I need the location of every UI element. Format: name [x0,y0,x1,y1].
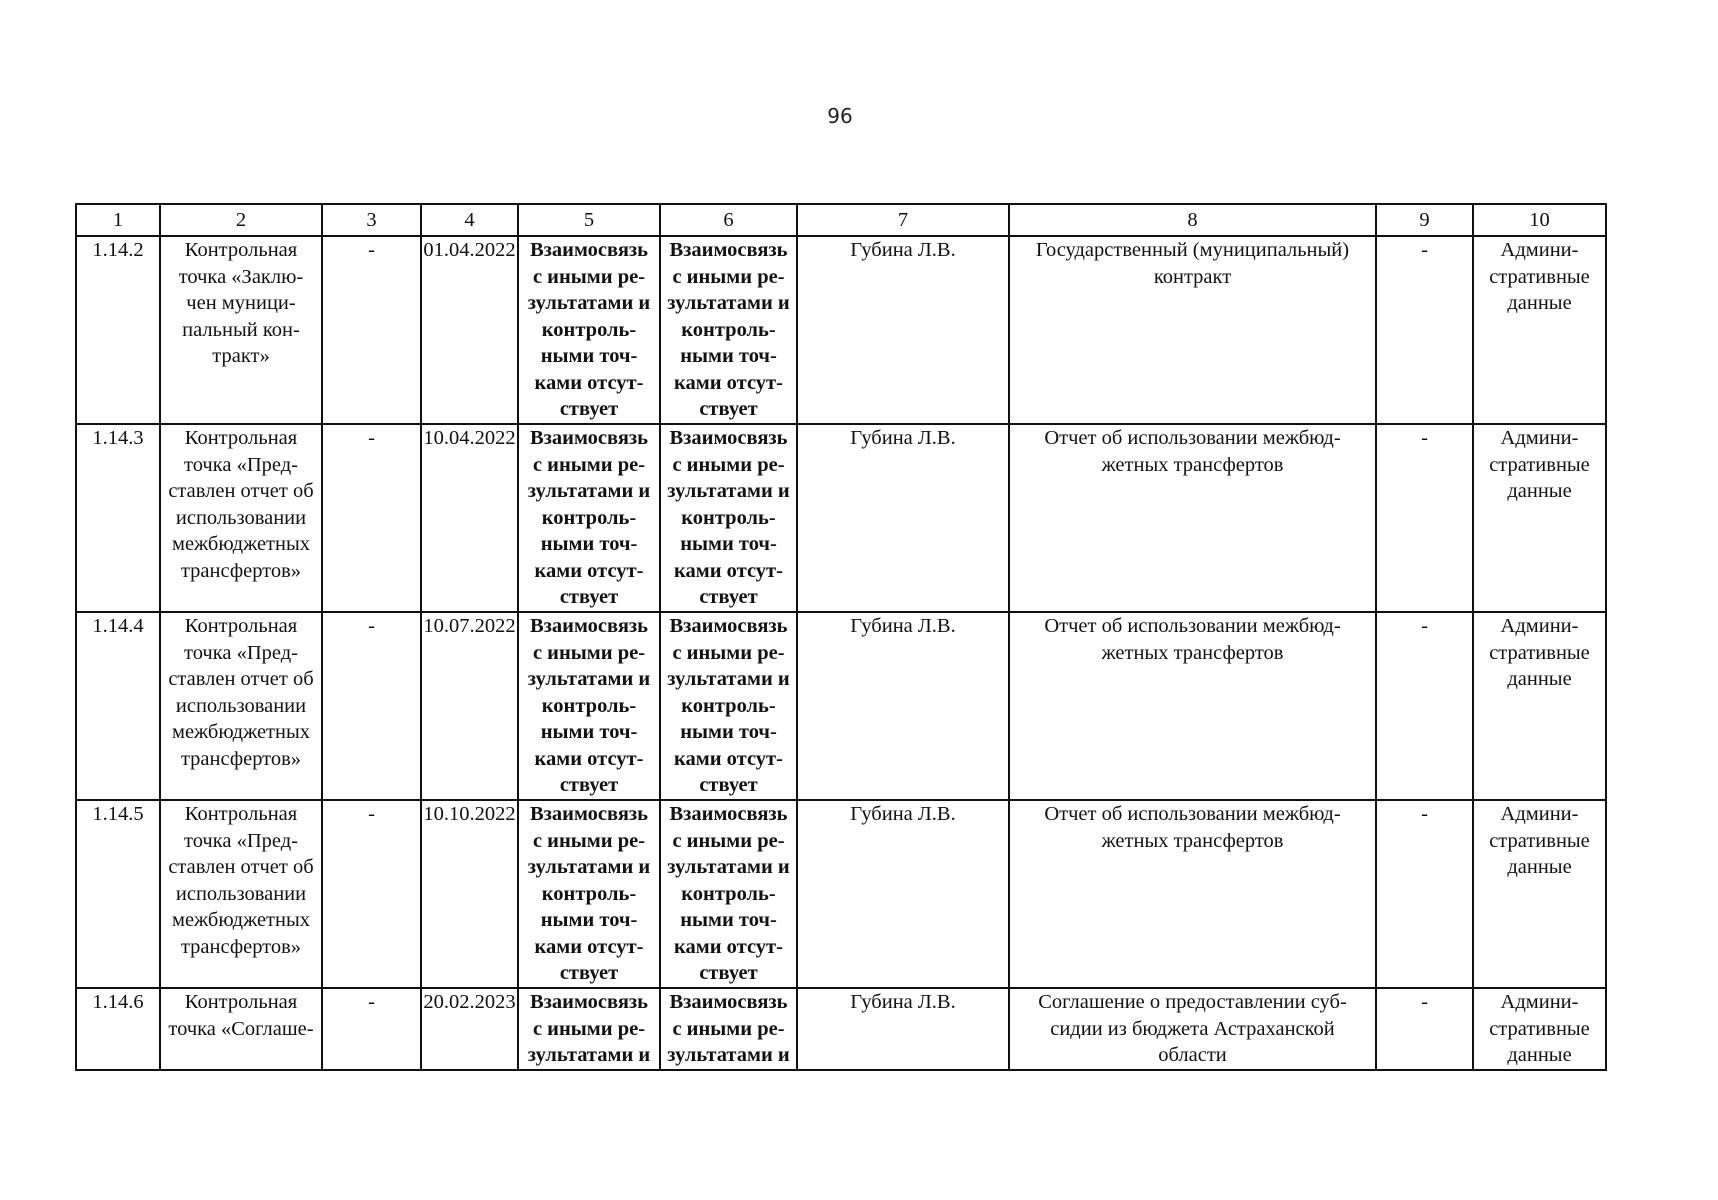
cell-responsible: Губина Л.В. [797,424,1009,612]
cell-text-line: ставлен отчет об [168,668,314,690]
cell-text-line: ствует [699,586,758,608]
cell-text-line: Контрольная [184,239,298,261]
page-number: 96 [827,104,853,128]
column-header: 3 [322,204,421,236]
cell-document [1009,236,1376,424]
cell-text-line: точка «Пред- [184,453,298,476]
cell-text-line: ствует [559,586,619,608]
table-row [76,424,1606,612]
cell-text-line: ствует [699,398,758,420]
cell-text-line: контроль- [541,318,637,341]
cell-col9: - [1376,612,1473,800]
cell-text-line: тракт» [212,345,270,367]
cell-text-line: с иными ре- [532,1017,646,1040]
cell-text-line: с иными ре- [672,1017,785,1040]
cell-text-line: Контрольная [184,803,298,825]
cell-text-line: ками отсут- [674,747,783,770]
cell-text-line: контроль- [681,882,776,905]
cell-text-line: контроль- [541,506,637,529]
cell-text-line: точка «Соглаше- [168,1017,314,1040]
cell-text-line: зультатами и [667,1044,790,1066]
cell-text-line: зультатами и [667,668,790,690]
column-header: 1 [76,204,160,236]
cell-number: 1.14.4 [76,612,160,800]
cell-text-line: стративные [1489,1017,1590,1040]
cell-relation-points [660,236,797,424]
cell-date: 10.07.2022 [421,612,518,800]
cell-relation-results [518,424,660,612]
table-row [76,236,1606,424]
cell-text-line: данные [1507,480,1572,502]
cell-text-line: с иными ре- [532,641,646,664]
cell-document [1009,800,1376,988]
cell-date: 10.10.2022 [421,800,518,988]
cell-text-line: Взаимосвязь [669,991,788,1013]
cell-source [1473,236,1606,424]
cell-text-line: контракт [1153,265,1232,288]
cell-text-line: данные [1507,1044,1572,1066]
cell-text-line: ствует [699,774,758,796]
column-header: 4 [421,204,518,236]
column-header: 8 [1009,204,1376,236]
cell-text-line: зультатами и [527,1044,651,1066]
cell-text-line: ками отсут- [534,559,644,582]
cell-name [160,612,322,800]
cell-text-line: Государственный (муниципальный) [1035,239,1350,261]
cell-text-line: жетных трансфертов [1101,829,1284,852]
cell-text-line: Взаимосвязь [530,991,648,1013]
cell-relation-results [518,612,660,800]
cell-text-line: ными точ- [540,345,638,367]
cell-source [1473,800,1606,988]
cell-name [160,988,322,1070]
cell-col3: - [322,424,421,612]
cell-text-line: с иными ре- [672,829,785,852]
cell-text-line: Взаимосвязь [530,427,648,449]
cell-text-line: с иными ре- [672,265,785,288]
cell-text-line: ствует [559,774,619,796]
cell-relation-points [660,988,797,1070]
cell-col9: - [1376,988,1473,1070]
cell-text-line: данные [1507,292,1572,314]
cell-text-line: Взаимосвязь [669,239,788,261]
cell-responsible: Губина Л.В. [797,236,1009,424]
cell-text-line: трансфертов» [180,559,302,582]
cell-text-line: ными точ- [680,345,777,367]
cell-text-line: точка «Пред- [184,641,298,664]
table-row [76,800,1606,988]
control-points-table [75,203,1607,1071]
cell-source [1473,612,1606,800]
cell-text-line: контроль- [681,318,776,341]
cell-relation-results [518,236,660,424]
cell-text-line: межбюджетных [171,909,311,931]
cell-number: 1.14.6 [76,988,160,1070]
cell-text-line: зультатами и [527,480,651,502]
cell-text-line: использовании [175,694,307,717]
column-header: 10 [1473,204,1606,236]
cell-text-line: точка «Пред- [184,829,298,852]
cell-text-line: пальный кон- [182,318,300,341]
cell-text-line: ствует [699,962,758,984]
cell-source [1473,988,1606,1070]
cell-document [1009,612,1376,800]
cell-text-line: Админи- [1500,991,1579,1013]
column-header: 7 [797,204,1009,236]
cell-text-line: зультатами и [667,292,790,314]
cell-date: 20.02.2023 [421,988,518,1070]
cell-text-line: Взаимосвязь [669,803,788,825]
cell-text-line: Админи- [1500,615,1579,637]
cell-text-line: ками отсут- [674,371,783,394]
column-header: 5 [518,204,660,236]
cell-text-line: Отчет об использовании межбюд- [1044,427,1341,449]
cell-text-line: зультатами и [667,480,790,502]
cell-text-line: трансфертов» [180,747,302,770]
cell-text-line: ствует [559,962,619,984]
cell-text-line: Админи- [1500,803,1579,825]
cell-col3: - [322,612,421,800]
cell-number: 1.14.3 [76,424,160,612]
cell-source [1473,424,1606,612]
cell-relation-points [660,424,797,612]
cell-date: 10.04.2022 [421,424,518,612]
cell-text-line: использовании [175,506,307,529]
cell-text-line: Взаимосвязь [669,427,788,449]
cell-text-line: зультатами и [527,856,651,878]
cell-document [1009,988,1376,1070]
column-header: 2 [160,204,322,236]
cell-text-line: Взаимосвязь [530,239,648,261]
cell-text-line: использовании [175,882,307,905]
cell-text-line: межбюджетных [171,533,311,555]
cell-text-line: ными точ- [540,721,638,743]
cell-text-line: контроль- [541,882,637,905]
cell-name [160,236,322,424]
cell-relation-results [518,800,660,988]
cell-text-line: ками отсут- [534,935,644,958]
cell-text-line: ными точ- [540,909,638,931]
cell-text-line: чен муници- [186,292,296,314]
cell-text-line: ками отсут- [534,747,644,770]
cell-text-line: Отчет об использовании межбюд- [1044,615,1341,637]
cell-col3: - [322,988,421,1070]
cell-text-line: ками отсут- [674,935,783,958]
cell-col3: - [322,236,421,424]
cell-text-line: ными точ- [680,533,777,555]
cell-text-line: контроль- [541,694,637,717]
cell-text-line: Админи- [1500,427,1579,449]
cell-relation-points [660,612,797,800]
cell-document [1009,424,1376,612]
cell-text-line: данные [1507,668,1572,690]
cell-col3: - [322,800,421,988]
cell-text-line: ными точ- [680,909,777,931]
cell-number: 1.14.5 [76,800,160,988]
cell-text-line: зультатами и [527,668,651,690]
cell-text-line: стративные [1489,829,1590,852]
cell-relation-points [660,800,797,988]
cell-text-line: ными точ- [680,721,777,743]
cell-text-line: стративные [1489,453,1590,476]
cell-text-line: Отчет об использовании межбюд- [1044,803,1341,825]
cell-text-line: жетных трансфертов [1101,641,1284,664]
cell-text-line: Взаимосвязь [530,803,648,825]
cell-name [160,800,322,988]
cell-text-line: Взаимосвязь [530,615,648,637]
cell-text-line: сидии из бюджета Астраханской [1050,1017,1335,1040]
cell-name [160,424,322,612]
cell-text-line: точка «Заклю- [178,265,304,288]
table-row [76,612,1606,800]
cell-text-line: ствует [559,398,619,420]
cell-text-line: Контрольная [184,615,298,637]
cell-text-line: ными точ- [540,533,638,555]
cell-text-line: контроль- [681,506,776,529]
cell-date: 01.04.2022 [421,236,518,424]
cell-text-line: жетных трансфертов [1101,453,1284,476]
cell-relation-results [518,988,660,1070]
table-header-row [76,204,1606,236]
cell-text-line: ками отсут- [674,559,783,582]
cell-text-line: области [1158,1044,1227,1066]
cell-text-line: Контрольная [184,991,298,1013]
column-header: 9 [1376,204,1473,236]
cell-text-line: с иными ре- [532,829,646,852]
cell-text-line: ками отсут- [534,371,644,394]
cell-text-line: трансфертов» [180,935,302,958]
cell-text-line: с иными ре- [672,641,785,664]
cell-text-line: данные [1507,856,1572,878]
table-row [76,988,1606,1070]
cell-text-line: ставлен отчет об [168,480,314,502]
cell-text-line: с иными ре- [532,265,646,288]
cell-text-line: стративные [1489,265,1590,288]
cell-number: 1.14.2 [76,236,160,424]
cell-responsible: Губина Л.В. [797,988,1009,1070]
cell-text-line: с иными ре- [672,453,785,476]
column-header: 6 [660,204,797,236]
cell-text-line: межбюджетных [171,721,311,743]
cell-text-line: Взаимосвязь [669,615,788,637]
cell-text-line: зультатами и [667,856,790,878]
cell-text-line: с иными ре- [532,453,646,476]
cell-col9: - [1376,424,1473,612]
cell-text-line: Соглашение о предоставлении суб- [1038,991,1347,1013]
cell-text-line: ставлен отчет об [168,856,314,878]
cell-text-line: контроль- [681,694,776,717]
cell-responsible: Губина Л.В. [797,800,1009,988]
cell-col9: - [1376,236,1473,424]
cell-text-line: Админи- [1500,239,1579,261]
cell-col9: - [1376,800,1473,988]
cell-text-line: зультатами и [527,292,651,314]
cell-text-line: Контрольная [184,427,298,449]
cell-text-line: стративные [1489,641,1590,664]
cell-responsible: Губина Л.В. [797,612,1009,800]
